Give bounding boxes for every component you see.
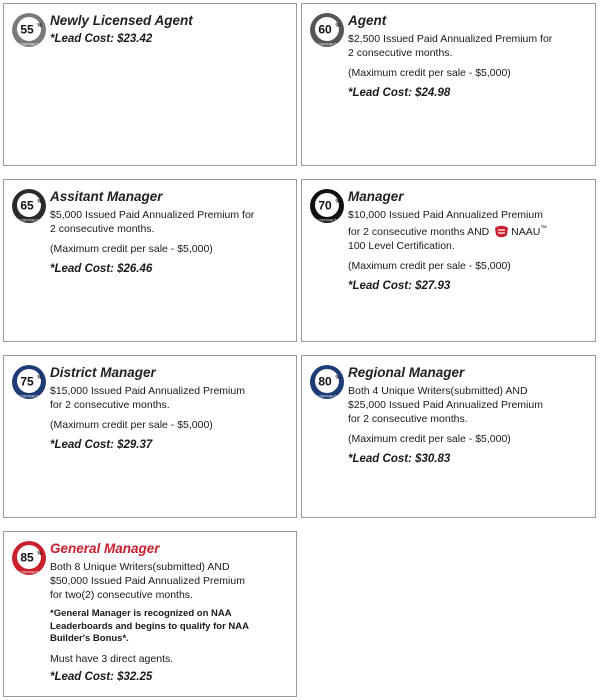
lead-cost: *Lead Cost: $30.83 bbox=[348, 453, 451, 465]
requirement-line: Both 8 Unique Writers(submitted) AND bbox=[50, 561, 230, 573]
card-title: Newly Licensed Agent bbox=[50, 13, 193, 28]
card-title: Regional Manager bbox=[348, 365, 465, 380]
card-general-manager bbox=[3, 531, 297, 697]
trademark-symbol: ™ bbox=[540, 225, 547, 232]
badge-percent: % bbox=[37, 375, 42, 381]
lead-cost: *Lead Cost: $29.37 bbox=[50, 439, 153, 451]
card-agent bbox=[301, 3, 596, 166]
badge-number: 80 bbox=[318, 374, 332, 389]
max-credit-text: (Maximum credit per sale - $5,000) bbox=[50, 419, 213, 431]
note-line: Builder's Bonus*. bbox=[50, 633, 129, 644]
badge-graphic bbox=[11, 364, 47, 400]
requirement-line: $5,000 Issued Paid Annualized Premium for bbox=[50, 209, 255, 221]
badge-percent: % bbox=[335, 375, 340, 381]
badge-graphic bbox=[309, 364, 345, 400]
requirement-text: for 2 consecutive months AND bbox=[348, 226, 490, 238]
card-title: District Manager bbox=[50, 365, 156, 380]
badge-percent: % bbox=[37, 199, 42, 205]
badge-percent: % bbox=[335, 23, 340, 29]
card-newly-licensed-agent bbox=[3, 3, 297, 166]
requirement-line: $2,500 Issued Paid Annualized Premium for bbox=[348, 33, 553, 45]
badge-number: 60 bbox=[318, 22, 332, 37]
badge-percent: % bbox=[37, 551, 42, 557]
contract-85-badge-icon bbox=[11, 540, 47, 576]
badge-graphic bbox=[11, 12, 47, 48]
contract-65-badge-icon bbox=[11, 188, 47, 224]
badge-graphic bbox=[11, 540, 47, 576]
badge-graphic bbox=[309, 188, 345, 224]
requirement-line: 2 consecutive months. bbox=[50, 223, 155, 235]
badge-label: CONTRACT bbox=[19, 394, 39, 399]
contract-55-badge-icon bbox=[11, 12, 47, 48]
direct-agents-requirement: Must have 3 direct agents. bbox=[50, 652, 174, 665]
requirement-line bbox=[348, 222, 587, 239]
max-credit-text: (Maximum credit per sale - $5,000) bbox=[348, 260, 511, 272]
max-credit-text: (Maximum credit per sale - $5,000) bbox=[50, 243, 213, 255]
badge-label: CONTRACT bbox=[19, 218, 39, 223]
badge-number: 65 bbox=[20, 198, 34, 213]
requirement-line: $10,000 Issued Paid Annualized Premium bbox=[348, 209, 543, 221]
card-title: Assitant Manager bbox=[50, 189, 163, 204]
requirement-line: 2 consecutive months. bbox=[348, 47, 453, 59]
max-credit-text: (Maximum credit per sale - $5,000) bbox=[348, 433, 511, 445]
contract-80-badge-icon bbox=[309, 364, 345, 400]
card-manager bbox=[301, 179, 596, 342]
naau-text: NAAU bbox=[511, 226, 541, 238]
card-title: Agent bbox=[348, 13, 387, 28]
requirement-line: Both 4 Unique Writers(submitted) AND bbox=[348, 385, 528, 397]
card-assistant-manager bbox=[3, 179, 297, 342]
lead-cost: *Lead Cost: $32.25 bbox=[50, 670, 153, 683]
badge-label: CONTRACT bbox=[317, 42, 337, 47]
contract-60-badge-icon bbox=[309, 12, 345, 48]
contract-70-badge-icon bbox=[309, 188, 345, 224]
lead-cost: *Lead Cost: $24.98 bbox=[348, 87, 451, 99]
note-line: Leaderboards and begins to qualify for NAA bbox=[50, 620, 249, 632]
badge-number: 85 bbox=[20, 550, 34, 565]
requirement-line: for 2 consecutive months. bbox=[50, 399, 170, 411]
naau-logo-icon bbox=[494, 225, 509, 238]
badge-graphic bbox=[309, 12, 345, 48]
lead-cost: *Lead Cost: $23.42 bbox=[50, 33, 153, 45]
requirement-line: $50,000 Issued Paid Annualized Premium bbox=[50, 575, 245, 587]
card-regional-manager bbox=[301, 355, 596, 518]
card-district-manager bbox=[3, 355, 297, 518]
leaderboard-note bbox=[50, 608, 288, 646]
lead-cost: *Lead Cost: $27.93 bbox=[348, 280, 451, 292]
requirement-line: 100 Level Certification. bbox=[348, 240, 455, 252]
badge-percent: % bbox=[37, 23, 42, 29]
badge-label: CONTRACT bbox=[317, 394, 337, 399]
badge-label: CONTRACT bbox=[19, 570, 39, 575]
badge-number: 70 bbox=[318, 198, 332, 213]
card-title: General Manager bbox=[50, 541, 160, 556]
badge-label: CONTRACT bbox=[19, 42, 39, 47]
note-line: *General Manager is recognized on NAA bbox=[50, 608, 232, 619]
card-title: Manager bbox=[348, 189, 404, 204]
requirement-line: $25,000 Issued Paid Annualized Premium bbox=[348, 399, 543, 411]
badge-number: 75 bbox=[20, 374, 34, 389]
requirement-line: $15,000 Issued Paid Annualized Premium bbox=[50, 385, 245, 397]
lead-cost: *Lead Cost: $26.46 bbox=[50, 263, 153, 275]
badge-graphic bbox=[11, 188, 47, 224]
badge-label: CONTRACT bbox=[317, 218, 337, 223]
max-credit-text: (Maximum credit per sale - $5,000) bbox=[348, 67, 511, 79]
badge-number: 55 bbox=[20, 22, 34, 37]
contract-75-badge-icon bbox=[11, 364, 47, 400]
badge-percent: % bbox=[335, 199, 340, 205]
requirement-line: for 2 consecutive months. bbox=[348, 413, 468, 425]
requirement-line: for two(2) consecutive months. bbox=[50, 589, 193, 601]
